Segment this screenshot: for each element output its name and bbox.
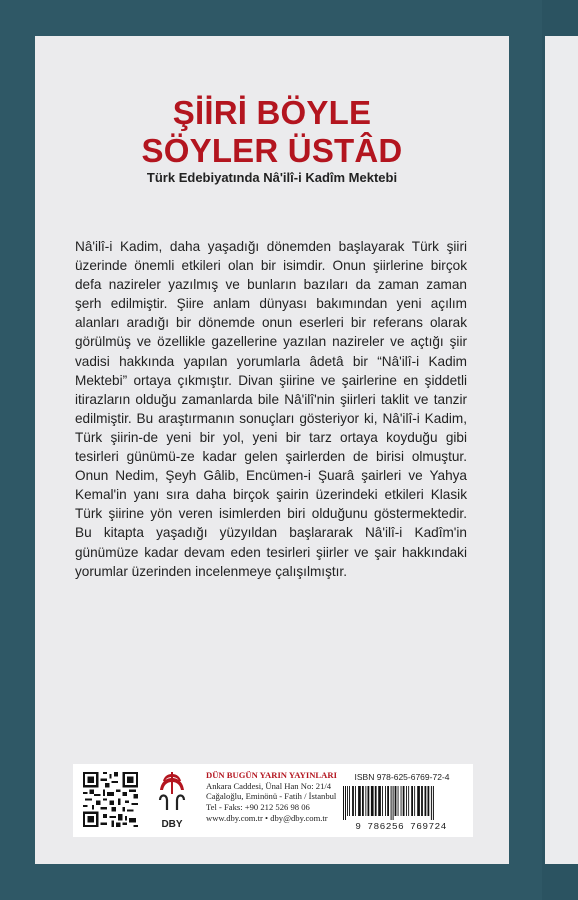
publisher-name: DÜN BUGÜN YARIN YAYINLARI	[206, 770, 337, 780]
publisher-web-email: www.dby.com.tr • dby@dby.com.tr	[206, 812, 328, 823]
publisher-address-2: Cağaloğlu, Eminönü - Fatih / İstanbul	[206, 791, 337, 802]
adjacent-cover-edge	[545, 36, 578, 864]
publisher-footer	[73, 764, 473, 837]
title-line-2: SÖYLER ÜSTÂD	[141, 132, 403, 169]
title-line-1: ŞİİRİ BÖYLE	[172, 94, 372, 131]
barcode-digits: 9 786256 769724	[355, 821, 447, 832]
publisher-address-1: Ankara Caddesi, Ünal Han No: 21/4	[206, 780, 332, 791]
publisher-info	[206, 770, 337, 824]
publisher-phone: Tel - Faks: +90 212 526 98 06	[206, 802, 310, 813]
barcode-icon	[341, 786, 461, 820]
publisher-logo	[155, 770, 189, 832]
logo-text: DBY	[161, 819, 183, 830]
subtitle: Türk Edebiyatında Nâ'ilî-i Kadîm Mektebi	[146, 170, 398, 185]
qr-code-icon	[83, 772, 138, 827]
back-cover	[35, 36, 509, 864]
blurb-text: Nâ'ilî-i Kadim, daha yaşadığı dönemden başlayarak Türk şiiri üzerinde önemli etkileri olan bir isimdir. Onun şiirlerine birçok defa nazireler yazılmış ve bunların bazıları da zaman zaman şerh edilmiştir. Şiire anlam dünyası bakımından yeni açılım alanları aradığı bir dönemde onun eserleri bir referans olarak görülmüş ve özellikle gazellerine yazılan nazireler ve açtığı şiir vadisi hakkında yapılan yorumlarla âdetâ bir “Nâ'ilî-i Kadim Mektebi” ortaya çıkmıştır. Divan şiirine ve şairlerine en şiddetli itirazların olduğu zamanlarda bile Nâ'ilî'nin şiirleri taklit ve tanzir edilmiştir. Bu araştırmanın sonuçları gösteriyor ki, Nâ'ilî-i Kadim, Türk şiirin-de yeni bir yol, yeni bir tarz ortaya koyduğu gibi tesirleri günümü-ze kadar gelen şairlerden de birisi olmuştur. Onun Nedim, Şeyh Gâlib, Encümen-i Şuarâ şairleri ve Yahya Kemal'in yanı sıra daha birçok şairin üzerindeki etkileri Klasik Türk şiirine yön veren isimlerden biri olduğunu göstermektedir. Bu kitapta yaşadığı yüzyıldan başlararak Nâ'ilî-i Kadîm'in günümüze kadar devam eden tesirleri şiirler ve şair hakkındaki yorumlar üzerinden incelenmeye çalışılmıştır.	[75, 239, 467, 579]
isbn-label: ISBN 978-625-6769-72-4	[354, 772, 450, 782]
